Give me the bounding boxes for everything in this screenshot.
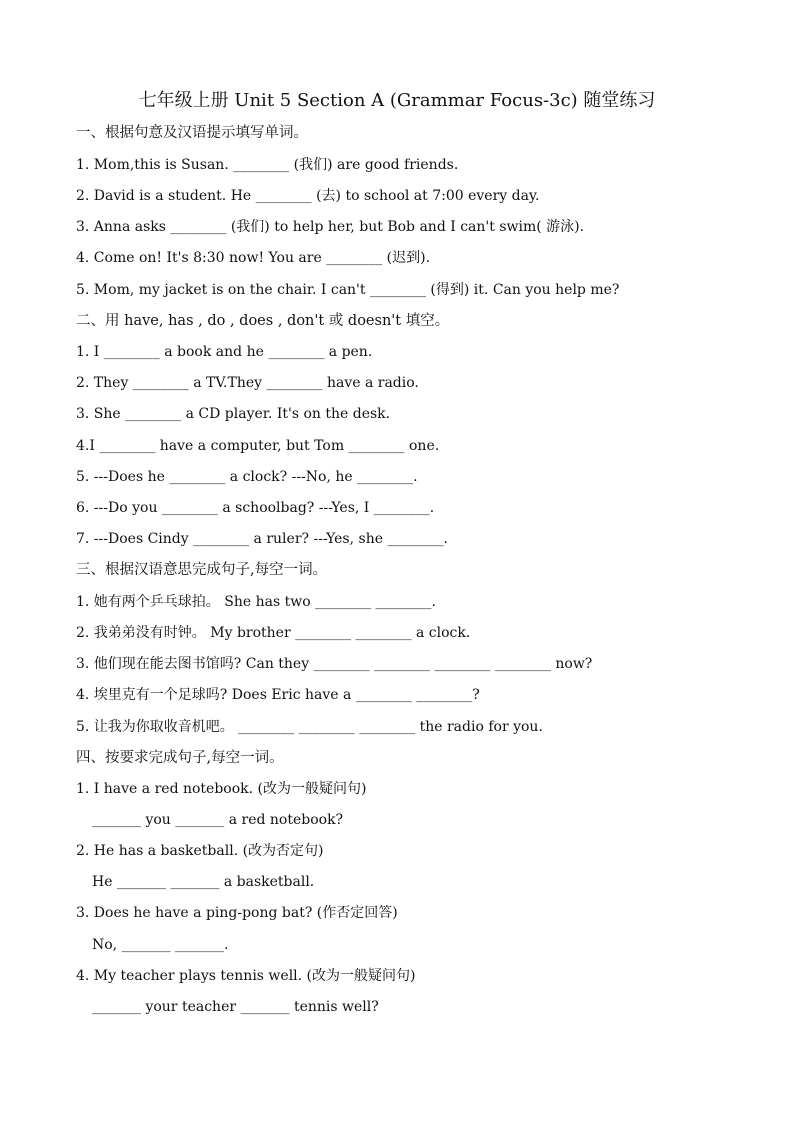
section-heading: 三、根据汉语意思完成句子,每空一词。	[76, 562, 328, 578]
question-line: 5. Mom, my jacket is on the chair. I can't ________ (得到) it. Can you help me?	[76, 282, 620, 298]
question-line: 6. ---Do you ________ a schoolbag? ---Yes, I ________.	[76, 500, 435, 516]
question-line: 2. David is a student. He ________ (去) to school at 7:00 every day.	[76, 188, 540, 204]
question-line: 5. ---Does he ________ a clock? ---No, he ________.	[76, 469, 418, 485]
section-heading: 四、按要求完成句子,每空一词。	[76, 750, 284, 766]
question-line: 5. 让我为你取收音机吧。 ________ ________ ________ the radio for you.	[76, 719, 543, 735]
question-line: 4.I ________ have a computer, but Tom ________ one.	[76, 438, 440, 454]
answer-line: _______ you _______ a red notebook?	[92, 812, 344, 828]
question-line: 3. She ________ a CD player. It's on the desk.	[76, 406, 391, 422]
question-line: 1. 她有两个乒乓球拍。 She has two ________ ________.	[76, 594, 436, 610]
answer-line: No, _______ _______.	[92, 937, 229, 953]
question-line: 3. Does he have a ping-pong bat? (作否定回答)	[76, 905, 398, 921]
answer-line: _______ your teacher _______ tennis well?	[92, 999, 379, 1015]
answer-line: He _______ _______ a basketball.	[92, 874, 315, 890]
question-line: 4. Come on! It's 8:30 now! You are ________ (迟到).	[76, 250, 431, 266]
question-line: 4. 埃里克有一个足球吗? Does Eric have a ________ ________?	[76, 687, 480, 703]
section-heading: 二、用 have, has , do , does , don't 或 doesn't 填空。	[76, 313, 450, 329]
question-line: 3. 他们现在能去图书馆吗? Can they ________ ________ ________ ________ now?	[76, 656, 593, 672]
question-line: 2. They ________ a TV.They ________ have a radio.	[76, 375, 419, 391]
page-title: 七年级上册 Unit 5 Section A (Grammar Focus-3c) 随堂练习	[138, 90, 656, 111]
question-line: 1. Mom,this is Susan. ________ (我们) are good friends.	[76, 157, 459, 173]
question-line: 4. My teacher plays tennis well. (改为一般疑问句)	[76, 968, 416, 984]
question-line: 1. I ________ a book and he ________ a pen.	[76, 344, 373, 360]
question-line: 2. He has a basketball. (改为否定句)	[76, 843, 324, 859]
question-line: 3. Anna asks ________ (我们) to help her, but Bob and I can't swim( 游泳).	[76, 219, 585, 235]
question-line: 1. I have a red notebook. (改为一般疑问句)	[76, 781, 367, 797]
question-line: 2. 我弟弟没有时钟。 My brother ________ ________ a clock.	[76, 625, 471, 641]
section-heading: 一、根据句意及汉语提示填写单词。	[76, 125, 308, 141]
question-line: 7. ---Does Cindy ________ a ruler? ---Yes, she ________.	[76, 531, 448, 547]
